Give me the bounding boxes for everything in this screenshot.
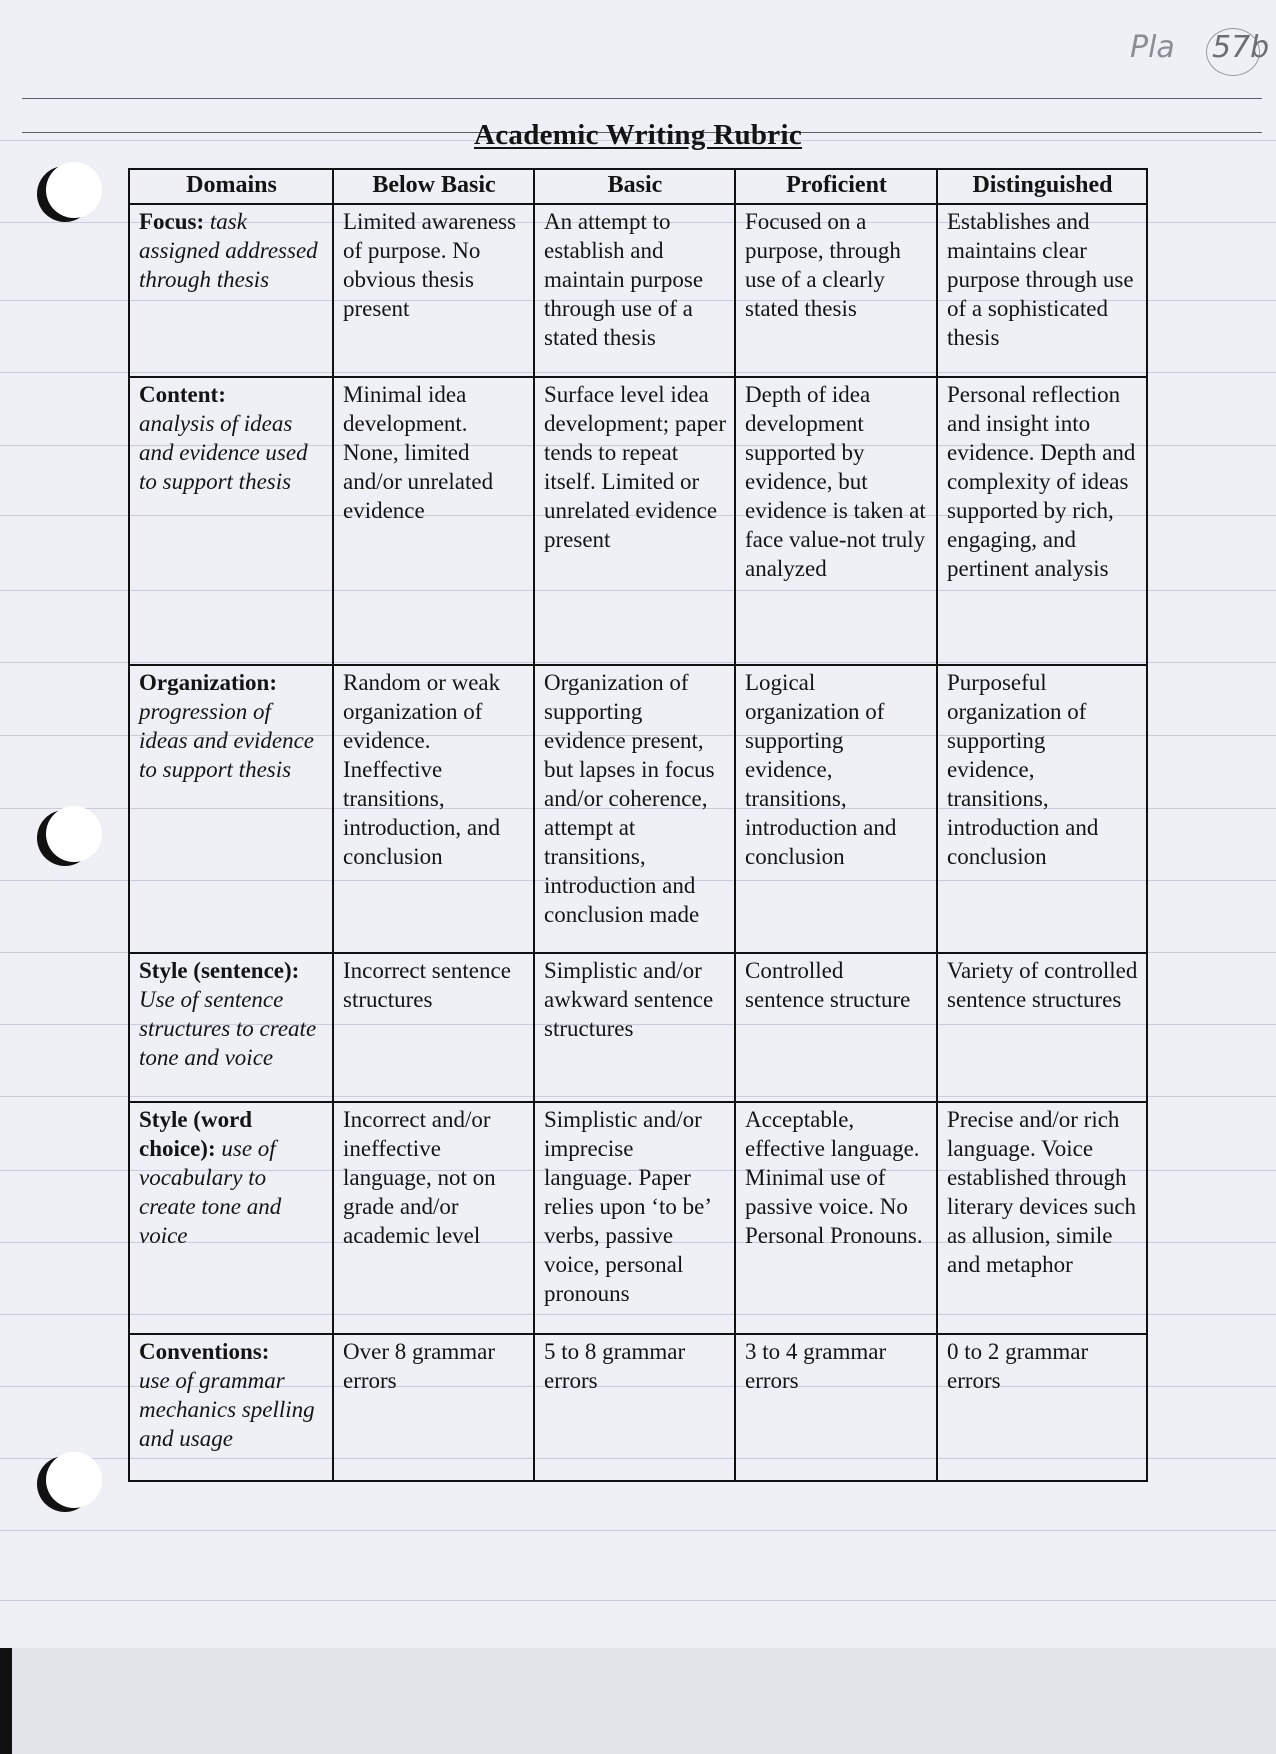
binder-hole-top xyxy=(46,162,102,218)
cell-proficient: Focused on a purpose, through use of a clearly stated thesis xyxy=(735,204,937,377)
cell-below-basic: Limited awareness of purpose. No obvious thesis present xyxy=(333,204,534,377)
domain-description: Use of sentence structures to create tone and voice xyxy=(139,987,317,1070)
cell-distinguished: Personal reflection and insight into evidence. Depth and complexity of ideas supported by rich, engaging, and pertinent analysis xyxy=(937,377,1147,665)
cell-distinguished: Establishes and maintains clear purpose through use of a sophisticated thesis xyxy=(937,204,1147,377)
domain-name: Style (word choice): xyxy=(139,1107,253,1161)
domain-name: Focus: xyxy=(139,209,205,234)
rubric-row-focus xyxy=(129,204,1147,377)
domain-description: use of vocabulary to create tone and voice xyxy=(139,1136,282,1248)
cell-basic: Simplistic and/or awkward sentence structures xyxy=(534,953,735,1102)
header-below-basic: Below Basic xyxy=(333,169,534,204)
header-basic: Basic xyxy=(534,169,735,204)
cell-proficient: Acceptable, effective language. Minimal use of passive voice. No Personal Pronouns. xyxy=(735,1102,937,1334)
header-domains: Domains xyxy=(129,169,333,204)
cell-below-basic: Incorrect and/or ineffective language, not on grade and/or academic level xyxy=(333,1102,534,1334)
cell-below-basic: Over 8 grammar errors xyxy=(333,1334,534,1481)
domain-cell xyxy=(129,1334,333,1481)
cell-proficient: 3 to 4 grammar errors xyxy=(735,1334,937,1481)
domain-name: Conventions: xyxy=(139,1339,270,1364)
cell-below-basic: Random or weak organization of evidence. Ineffective transitions, introduction, and conclusion xyxy=(333,665,534,953)
header-distinguished: Distinguished xyxy=(937,169,1147,204)
cell-basic: 5 to 8 grammar errors xyxy=(534,1334,735,1481)
domain-description: use of grammar mechanics spelling and usage xyxy=(139,1368,315,1451)
cell-basic: Simplistic and/or imprecise language. Paper relies upon ‘to be’ verbs, passive voice, personal pronouns xyxy=(534,1102,735,1334)
rubric-row-style-sentence xyxy=(129,953,1147,1102)
rubric-row-organization xyxy=(129,665,1147,953)
rubric-row-conventions xyxy=(129,1334,1147,1481)
domain-cell xyxy=(129,665,333,953)
cell-basic: An attempt to establish and maintain purpose through use of a stated thesis xyxy=(534,204,735,377)
domain-cell xyxy=(129,1102,333,1334)
domain-description: task assigned addressed through thesis xyxy=(139,209,318,292)
cell-distinguished: Variety of controlled sentence structures xyxy=(937,953,1147,1102)
rubric-table xyxy=(128,168,1148,1482)
header-proficient: Proficient xyxy=(735,169,937,204)
domain-cell xyxy=(129,204,333,377)
cell-proficient: Depth of idea development supported by evidence, but evidence is taken at face value-not truly analyzed xyxy=(735,377,937,665)
domain-description: analysis of ideas and evidence used to support thesis xyxy=(139,411,308,494)
domain-name: Content: xyxy=(139,382,226,407)
domain-cell xyxy=(129,377,333,665)
cell-distinguished: Precise and/or rich language. Voice established through literary devices such as allusion, simile and metaphor xyxy=(937,1102,1147,1334)
cell-distinguished: Purposeful organization of supporting evidence, transitions, introduction and conclusion xyxy=(937,665,1147,953)
cell-proficient: Logical organization of supporting evidence, transitions, introduction and conclusion xyxy=(735,665,937,953)
cell-proficient: Controlled sentence structure xyxy=(735,953,937,1102)
domain-name: Organization: xyxy=(139,670,277,695)
domain-cell xyxy=(129,953,333,1102)
rubric-header-row xyxy=(129,169,1147,204)
cell-basic: Surface level idea development; paper tends to repeat itself. Limited or unrelated evidence present xyxy=(534,377,735,665)
cell-below-basic: Incorrect sentence structures xyxy=(333,953,534,1102)
domain-name: Style (sentence): xyxy=(139,958,300,983)
rubric-row-style-word-choice xyxy=(129,1102,1147,1334)
page-title: Academic Writing Rubric xyxy=(473,119,803,152)
cell-distinguished: 0 to 2 grammar errors xyxy=(937,1334,1147,1481)
handwritten-scribble: Pla xyxy=(1130,30,1175,65)
rubric-row-content xyxy=(129,377,1147,665)
binder-hole-middle xyxy=(46,806,102,862)
cell-basic: Organization of supporting evidence present, but lapses in focus and/or coherence, attempt at transitions, introduction and conclusion made xyxy=(534,665,735,953)
scan-bottom-edge xyxy=(0,1648,1276,1754)
domain-description: progression of ideas and evidence to support thesis xyxy=(139,699,314,782)
cell-below-basic: Minimal idea development. None, limited and/or unrelated evidence xyxy=(333,377,534,665)
binder-hole-bottom xyxy=(46,1452,102,1508)
handwritten-number: 57b xyxy=(1212,30,1270,65)
handwritten-page-mark xyxy=(1130,22,1270,82)
